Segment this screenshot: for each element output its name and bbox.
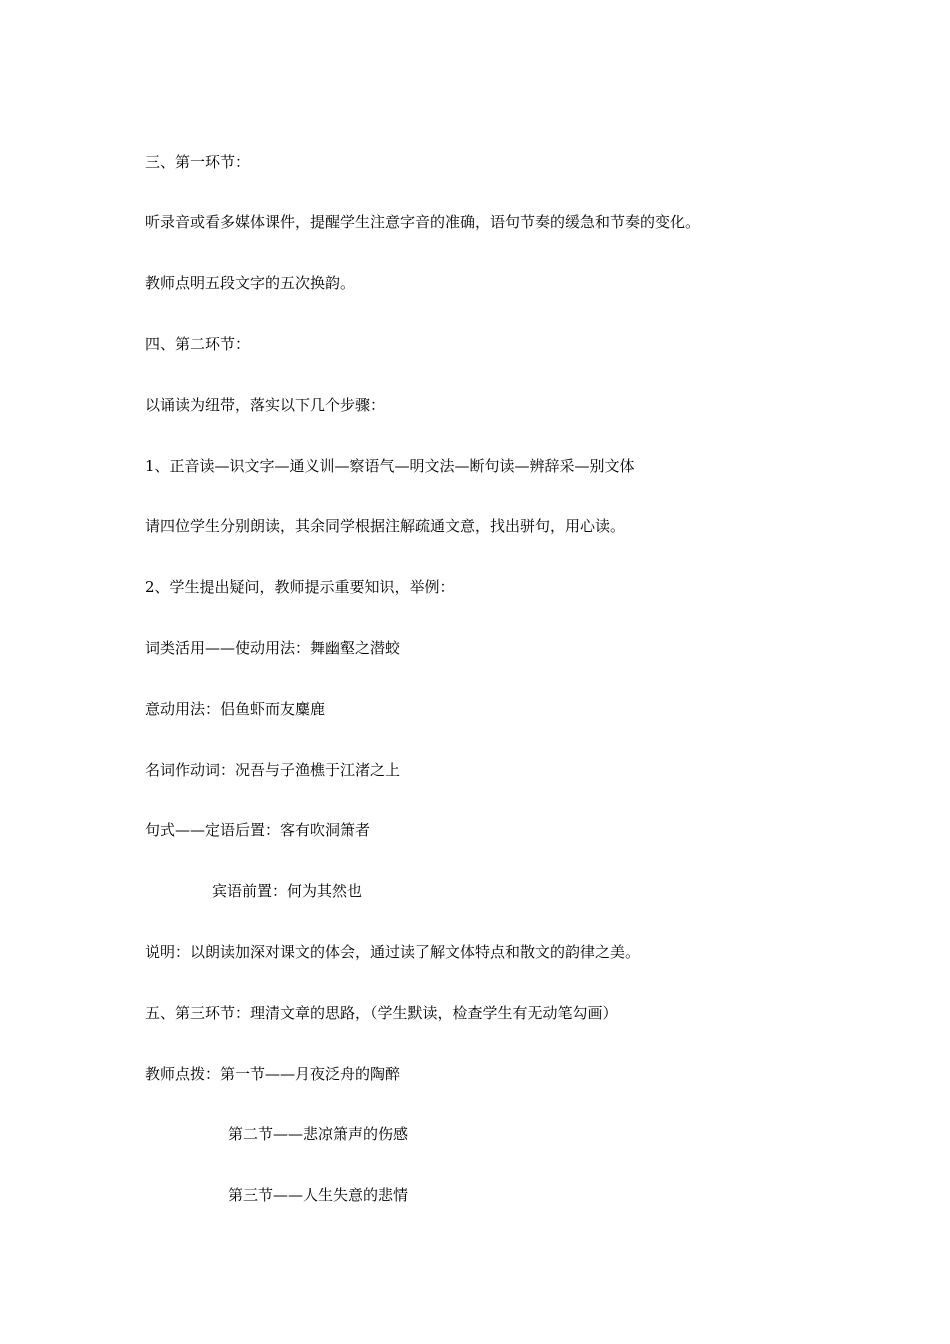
outline-line-indented: 第二节——悲凉箫声的伤感	[228, 1125, 409, 1143]
paragraph-line: 说明：以朗读加深对课文的体会，通过读了解文体特点和散文的韵律之美。	[145, 943, 641, 961]
section-heading-5: 五、第三环节：理清文章的思路，（学生默读，检查学生有无动笔勾画）	[145, 1004, 618, 1022]
section-heading-3: 三、第一环节：	[145, 153, 251, 171]
example-line: 名词作动词：况吾与子渔樵于江渚之上	[145, 761, 401, 779]
list-item: 1、正音读—识文字—通义训—察语气—明文法—断句读—辨辞采—别文体	[145, 457, 635, 475]
list-item: 2、学生提出疑问，教师提示重要知识，举例：	[145, 578, 455, 596]
paragraph-line: 以诵读为纽带，落实以下几个步骤：	[145, 396, 386, 414]
section-heading-4: 四、第二环节：	[145, 335, 251, 353]
paragraph-line: 教师点明五段文字的五次换韵。	[145, 274, 356, 292]
example-line: 句式——定语后置：客有吹洞箫者	[145, 821, 371, 839]
example-line: 意动用法：侣鱼虾而友麋鹿	[145, 700, 326, 718]
outline-line-indented: 第三节——人生失意的悲情	[228, 1186, 409, 1204]
example-line-indented: 宾语前置：何为其然也	[212, 882, 363, 900]
outline-line: 教师点拨：第一节——月夜泛舟的陶醉	[145, 1065, 401, 1083]
paragraph-line: 请四位学生分别朗读，其余同学根据注解疏通文意，找出骈句，用心读。	[145, 517, 626, 535]
paragraph-line: 听录音或看多媒体课件，提醒学生注意字音的准确，语句节奏的缓急和节奏的变化。	[145, 213, 701, 231]
example-line: 词类活用——使动用法：舞幽壑之潜蛟	[145, 639, 401, 657]
